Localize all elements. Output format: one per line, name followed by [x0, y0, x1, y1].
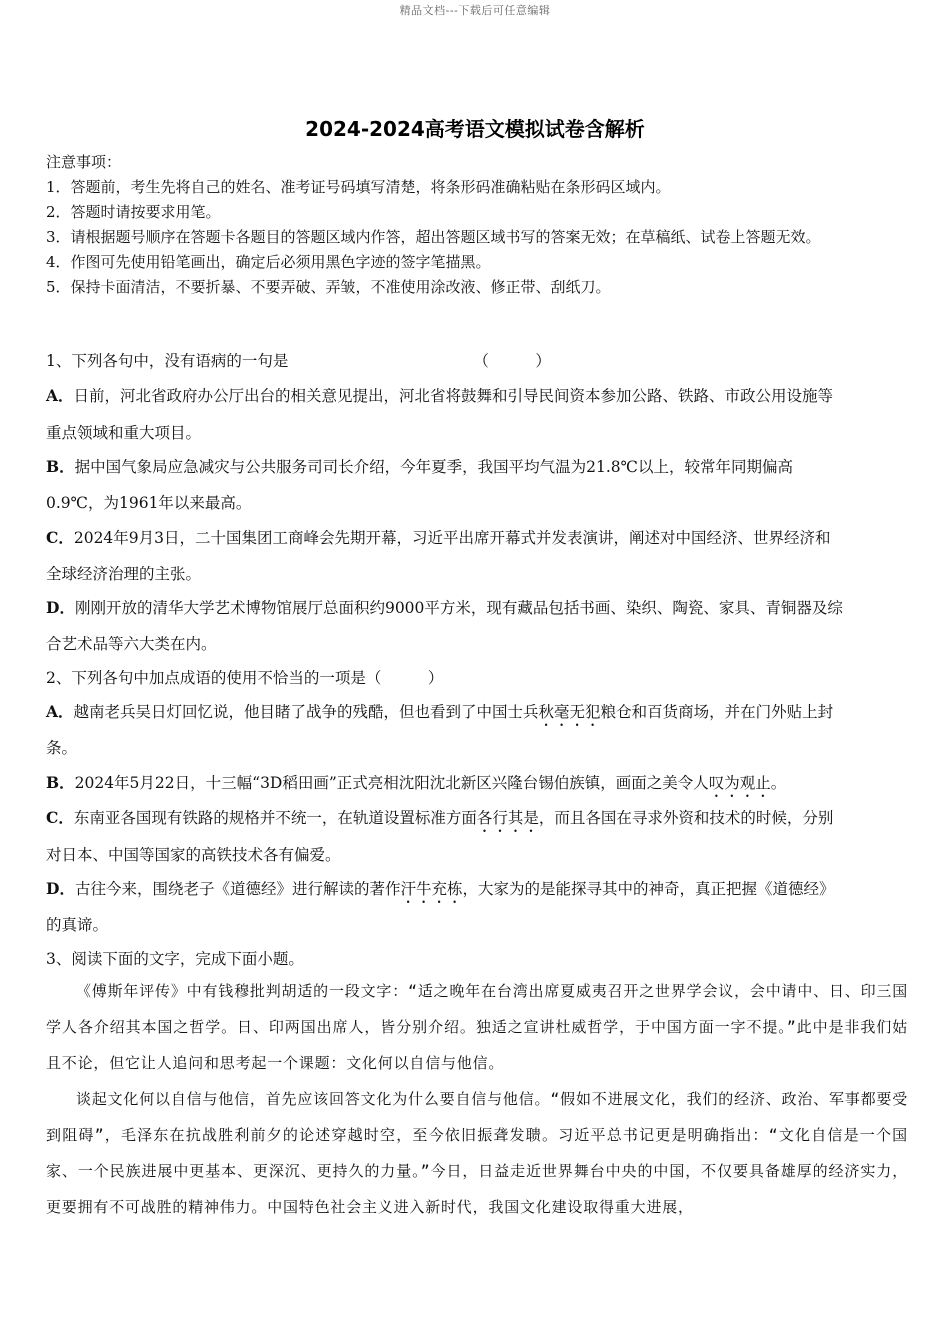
option-text: 2024年9月3日，二十国集团工商峰会先期开幕，习近平出席开幕式并发表演讲，阐述对中国经济、世界经济和	[73, 529, 831, 547]
option-d	[46, 596, 908, 618]
option-b-continued: 0.9℃，为1961年以来最高。	[46, 494, 252, 512]
option-label: C．	[46, 808, 74, 827]
question-1-stem	[46, 349, 908, 371]
option-label: A．	[46, 386, 74, 405]
option-c-continued: 对日本、中国等国家的高铁技术各有偏爱。	[46, 846, 341, 864]
notes-item: 4．作图可先使用铅笔画出，确定后必须用黑色字迹的签字笔描黑。	[46, 253, 491, 271]
notes-item: 2．答题时请按要求用笔。	[46, 203, 221, 221]
reading-passage	[46, 973, 908, 1225]
option-d-continued: 合艺术品等六大类在内。	[46, 635, 217, 653]
notes-item: 3．请根据题号顺序在答题卡各题目的答题区域内作答，超出答题区域书写的答案无效；在草稿纸、试卷上答题无效。	[46, 228, 821, 246]
option-text: 据中国气象局应急减灾与公共服务司司长介绍，今年夏季，我国平均气温为21.8℃以上，较常年同期偏高	[74, 458, 793, 476]
option-label: D．	[46, 598, 75, 617]
notes-item: 5．保持卡面清洁，不要折暴、不要弄破、弄皱，不准使用涂改液、修正带、刮纸刀。	[46, 278, 611, 296]
option-a	[46, 384, 908, 406]
option-label: A．	[46, 702, 74, 721]
dotted-idiom: 各行其是	[476, 809, 539, 827]
notes-heading: 注意事项：	[46, 153, 122, 171]
option-text: 2024年5月22日，十三幅“3D稻田画”正式亮相沈阳沈北新区兴隆台锡伯族镇，画面之美令人	[74, 774, 709, 792]
option-text: 粮仓和百货商场，并在门外贴上封	[600, 703, 834, 721]
header-note: 精品文档---下载后可任意编辑	[399, 4, 551, 17]
option-d	[46, 877, 908, 907]
passage-paragraph: 谈起文化何以自信与他信，首先应该回答文化为什么要自信与他信。“假如不进展文化，我们的经济、政治、军事都要受到阻碍”，毛泽东在抗战胜利前夕的论述穿越时空，至今依旧振聋发聩。习近平总书记更是明确指出：“文化自信是一个国家、一个民族进展中更基本、更深沉、更持久的力量。”今日，日益走近世界舞台中央的中国，不仅要具备雄厚的经济实力，更要拥有不可战胜的精神伟力。中国特色社会主义进入新时代，我国文化建设取得重大进展，	[46, 1090, 908, 1216]
option-label: D．	[46, 879, 75, 898]
notes-section	[46, 150, 926, 300]
question-stem-text: 2、下列各句中加点成语的使用不恰当的一项是	[46, 669, 366, 687]
option-text: ，大家为的是能探寻其中的神奇，真正把握《道德经》	[462, 880, 835, 898]
option-label: B．	[46, 457, 75, 476]
option-b	[46, 771, 908, 801]
question-stem-text: 1、下列各句中，没有语病的一句是	[46, 352, 289, 370]
passage-paragraph: 《傅斯年评传》中有钱穆批判胡适的一段文字：“适之晚年在台湾出席夏威夷召开之世界学会议，会中请中、日、印三国学人各介绍其本国之哲学。日、印两国出席人，皆分别介绍。独适之宣讲杜威哲学，于中国方面一字不提。”此中是非我们姑且不论，但它让人追问和思考起一个课题：文化何以自信与他信。	[46, 982, 908, 1072]
option-d-continued: 的真谛。	[46, 916, 109, 934]
dotted-idiom: 汗牛充栋	[400, 880, 463, 898]
notes-item: 1．答题前，考生先将自己的姓名、准考证号码填写清楚，将条形码准确粘贴在条形码区域内。	[46, 178, 671, 196]
option-text: 东南亚各国现有铁路的规格并不统一，在轨道设置标准方面	[73, 809, 477, 827]
option-c	[46, 806, 908, 836]
answer-paren: （ ）	[365, 669, 444, 687]
option-text: 刚刚开放的清华大学艺术博物馆展厅总面积约9000平方米，现有藏品包括书画、染织、陶瓷、家具、青铜器及综	[74, 599, 843, 617]
option-text: 古往今来，围绕老子《道德经》进行解读的著作	[74, 880, 401, 898]
option-text: 越南老兵吴日灯回忆说，他目睹了战争的残酷，但也看到了中国士兵	[73, 703, 539, 721]
question-2-stem	[46, 666, 908, 688]
option-a-continued: 条。	[46, 739, 78, 757]
option-c-continued: 全球经济治理的主张。	[46, 565, 202, 583]
dotted-idiom: 秋毫无犯	[538, 703, 601, 721]
option-text: ，而且各国在寻求外资和技术的时候，分别	[538, 809, 834, 827]
page-title: 2024-2024高考语文模拟试卷含解析	[305, 117, 645, 141]
dotted-idiom: 叹为观止	[708, 774, 771, 792]
option-c	[46, 526, 908, 548]
option-text: 日前，河北省政府办公厅出台的相关意见提出，河北省将鼓舞和引导民间资本参加公路、铁路、市政公用设施等	[73, 387, 834, 405]
question-3-stem: 3、阅读下面的文字，完成下面小题。	[46, 950, 304, 968]
option-label: C．	[46, 528, 74, 547]
option-label: B．	[46, 773, 75, 792]
option-b	[46, 455, 908, 477]
answer-paren: （ ）	[473, 352, 551, 370]
option-text: 。	[770, 774, 787, 792]
option-a	[46, 700, 908, 730]
option-a-continued: 重点领域和重大项目。	[46, 424, 202, 442]
